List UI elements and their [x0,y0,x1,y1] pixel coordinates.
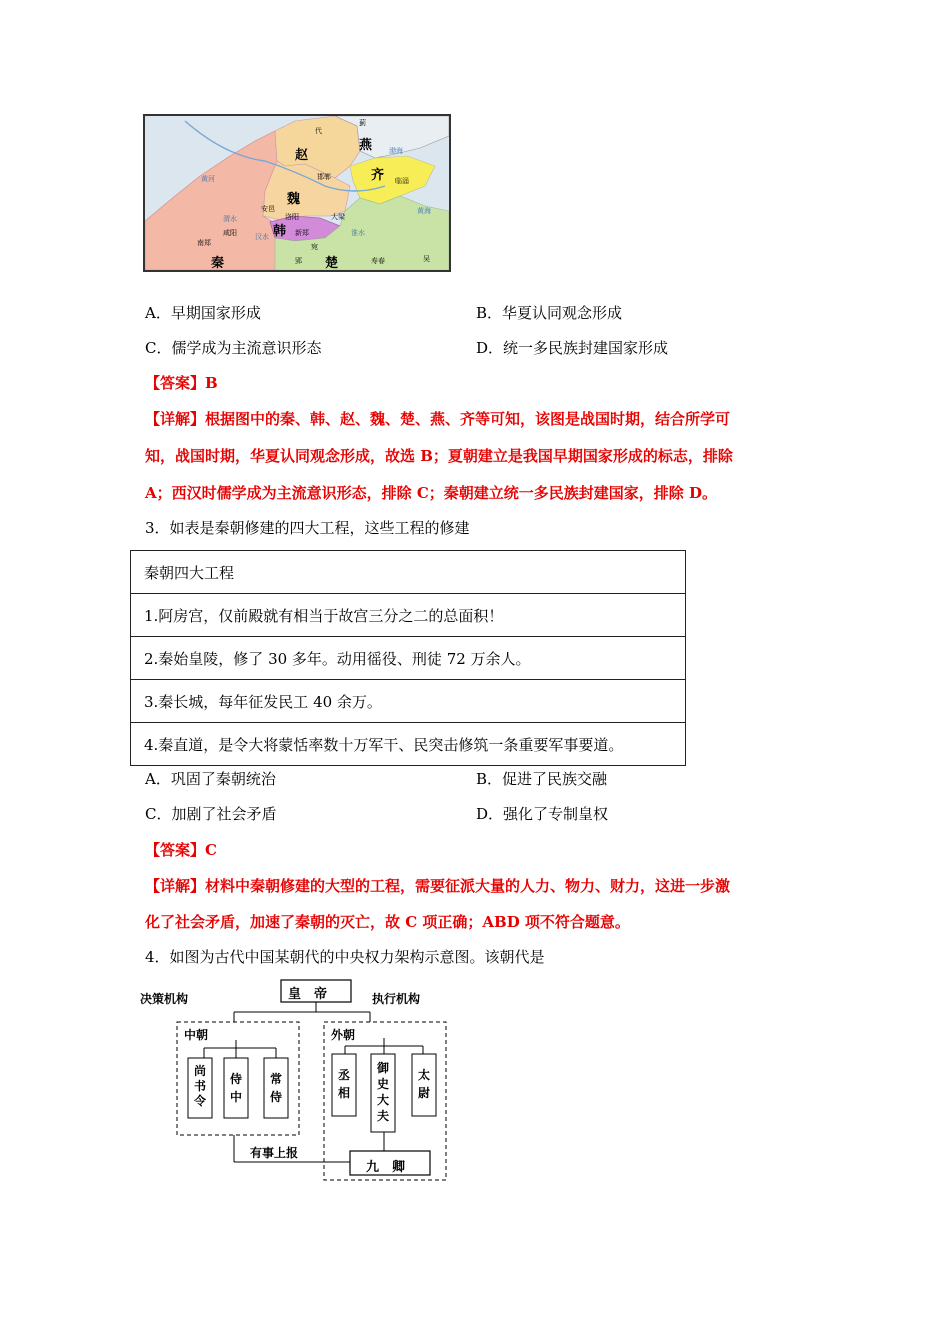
option-text: 强化了专制皇权 [503,805,609,823]
emperor-box: 皇 帝 [288,987,328,1002]
city-handan: 邯郸 [317,173,331,181]
qin-projects-table [130,550,686,766]
table-header-cell: 秦朝四大工程 [131,551,686,594]
office-yushidafu: 御史大夫 [377,1061,390,1123]
city-nanzheng: 南郑 [197,239,211,247]
nine-ministers-box: 九 卿 [366,1160,406,1175]
city-tangyi: 宛 [311,243,318,251]
river-weishui: 渭水 [223,215,237,223]
option-text: 加剧了社会矛盾 [171,805,277,823]
option-letter: B． [476,304,503,322]
option-letter: D． [476,805,504,823]
q2-explanation-line-3: A；西汉时儒学成为主流意识形态，排除 C；秦朝建立统一多民族封建国家，排除 D。 [145,484,718,502]
city-daliang: 大梁 [331,213,345,221]
outer-court-label: 外朝 [331,1028,356,1042]
option-text: 巩固了秦朝统治 [170,770,276,788]
city-dai: 代 [315,127,322,135]
office-changshi: 常侍 [270,1072,283,1104]
city-linzi: 临淄 [395,177,409,185]
option-letter: A． [145,304,171,322]
option-letter: D． [476,339,504,357]
option-letter: B． [476,770,503,788]
report-label: 有事上报 [250,1146,299,1160]
option-letter: C． [145,339,172,357]
option-text: 促进了民族交融 [502,770,608,788]
state-zhao: 赵 [295,148,309,163]
office-shizhong: 侍中 [230,1072,243,1104]
option-letter: C． [145,805,172,823]
state-qin: 秦 [211,256,225,271]
table-cell: 2.秦始皇陵，修了 30 多年。动用徭役、刑徒 72 万余人。 [131,637,686,680]
option-text: 儒学成为主流意识形态 [171,339,322,357]
city-xianyang: 咸阳 [223,229,237,237]
warring-states-map [143,114,451,272]
table-cell: 3.秦长城，每年征发民工 40 余万。 [131,680,686,723]
city-shouchun: 寿春 [371,257,385,265]
q2-option-d[interactable] [476,338,668,358]
option-text: 早期国家形成 [170,304,261,322]
q2-option-b[interactable] [476,303,622,323]
decision-label: 决策机构 [140,992,189,1006]
state-chu: 楚 [325,256,339,271]
q3-explanation-line-1: 【详解】材料中秦朝修建的大型的工程，需要征派大量的人力、物力、财力，这进一步激 [145,877,731,895]
q2-explanation-line-2: 知，战国时期，华夏认同观念形成，故选 B；夏朝建立是我国早期国家形成的标志，排除 [145,447,733,465]
q4-stem: 4．如图为古代中国某朝代的中央权力架构示意图。该朝代是 [145,948,545,966]
inner-court-label: 中朝 [184,1028,209,1042]
q3-option-d[interactable] [476,804,608,824]
sea-bohai: 渤海 [389,147,403,155]
river-huanghe: 黄河 [201,175,215,183]
state-yan: 燕 [359,138,373,153]
city-xinzheng: 新郑 [295,229,309,237]
q3-explanation-line-2: 化了社会矛盾，加速了秦朝的灭亡，故 C 项正确；ABD 项不符合题意。 [145,913,630,931]
q2-option-a[interactable] [145,303,261,323]
option-text: 华夏认同观念形成 [502,304,623,322]
central-power-diagram [140,978,460,1186]
q3-answer: 【答案】C [145,841,217,859]
table-cell: 4.秦直道，是令大将蒙恬率数十万军干、民突击修筑一条重要军事要道。 [131,723,686,766]
q2-option-c[interactable] [145,338,322,358]
table-cell: 1.阿房宫，仅前殿就有相当于故宫三分之二的总面积！ [131,594,686,637]
q3-stem: 3．如表是秦朝修建的四大工程，这些工程的修建 [145,519,470,537]
option-letter: A． [145,770,171,788]
city-luoyang: 洛阳 [285,213,299,221]
city-anyi: 安邑 [261,205,275,213]
q3-option-a[interactable] [145,769,276,789]
q3-option-c[interactable] [145,804,277,824]
river-huaishui: 淮水 [351,229,365,237]
sea-huanghai: 黄海 [417,207,431,215]
exec-label: 执行机构 [372,992,421,1006]
office-taiwei: 太尉 [418,1068,431,1100]
office-chengxiang: 丞相 [338,1068,351,1100]
city-ying: 郢 [295,257,302,265]
q2-explanation-line-1: 【详解】根据图中的秦、韩、赵、魏、楚、燕、齐等可知，该图是战国时期，结合所学可 [145,410,731,428]
q2-answer: 【答案】B [145,374,218,392]
city-wu: 吴 [423,255,430,263]
state-wei: 魏 [287,192,301,207]
q3-option-b[interactable] [476,769,607,789]
office-shangshuling: 尚书令 [194,1064,207,1108]
city-ji: 蓟 [359,119,366,127]
state-qi: 齐 [371,168,385,183]
river-hanshui: 汉水 [255,233,269,241]
state-han: 韩 [273,224,287,239]
option-text: 统一多民族封建国家形成 [503,339,669,357]
